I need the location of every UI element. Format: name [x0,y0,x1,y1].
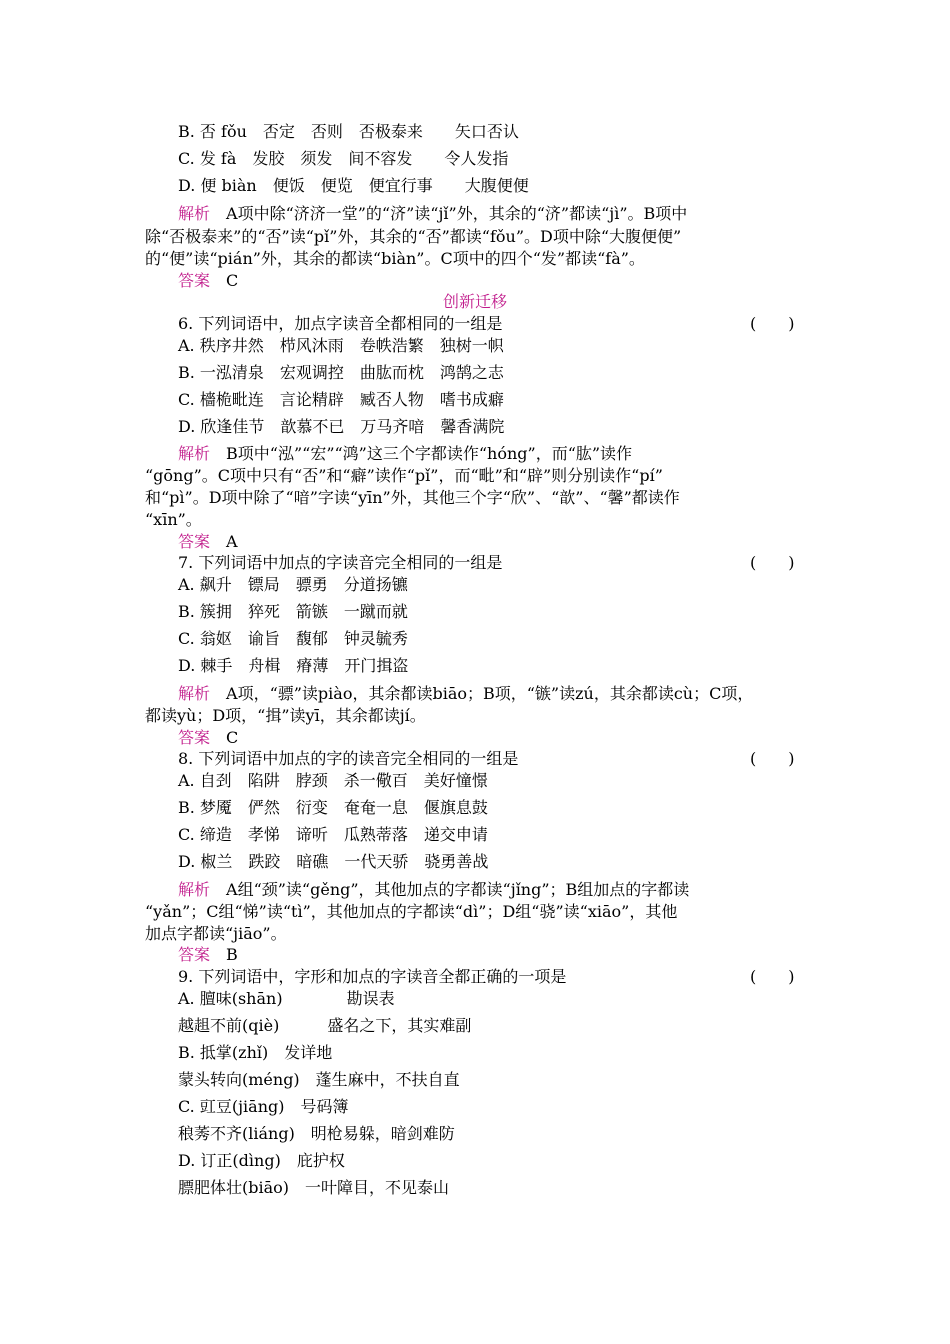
q8-option-b: B. 梦魇 俨然 衍变 奄奄一息 偃旗息鼓 [178,798,488,817]
q5-answer: 答案 C [178,271,239,290]
q6-option-b: B. 一泓清泉 宏观调控 曲肱而枕 鸿鹄之志 [178,363,504,382]
q6-stem: 6. 下列词语中，加点字读音全都相同的一组是 [178,314,503,333]
q7-stem: 7. 下列词语中加点的字读音完全相同的一组是 [178,553,503,572]
q9-option-b-line-2: 蒙头转向(méng) 蓬生麻中，不扶自直 [178,1070,460,1089]
q9-answer-blank: ( ) [750,967,795,986]
analysis-label: 解析 [178,204,211,223]
q8-analysis-line-1: 解析 A组“颈”读“gěng”，其他加点的字都读“jǐng”；B组加点的字都读 [178,880,690,899]
q9-option-c-line-2: 稂莠不齐(liáng) 明枪易躲，暗剑难防 [178,1124,455,1143]
answer-label: 答案 [178,532,211,551]
q8-analysis-line-2: “yǎn”；C组“悌”读“tì”，其他加点的字都读“dì”；D组“骁”读“xiāo”，其他 [145,902,678,921]
q8-answer-blank: ( ) [750,749,795,768]
q9-option-a-line-2: 越趄不前(qiè) 盛名之下，其实难副 [178,1016,472,1035]
q5-option-b: B. 否 fǒu 否定 否则 否极泰来 矢口否认 [178,122,519,141]
q8-stem: 8. 下列词语中加点的字的读音完全相同的一组是 [178,749,519,768]
q9-option-c-line-1: C. 豇豆(jiāng) 号码簿 [178,1097,349,1116]
q6-option-d: D. 欣逢佳节 歆慕不已 万马齐喑 馨香满院 [178,417,505,436]
q7-answer-blank: ( ) [750,553,795,572]
q8-option-a: A. 自刭 陷阱 脖颈 杀一儆百 美好憧憬 [178,771,488,790]
q9-stem: 9. 下列词语中，字形和加点的字读音全都正确的一项是 [178,967,567,986]
analysis-label: 解析 [178,444,211,463]
q9-option-d-line-1: D. 订正(dìng) 庇护权 [178,1151,345,1170]
q5-option-c: C. 发 fà 发胶 须发 间不容发 令人发指 [178,149,509,168]
q8-option-d: D. 椒兰 跌跤 暗礁 一代天骄 骁勇善战 [178,852,489,871]
answer-label: 答案 [178,271,211,290]
q6-analysis-line-3: 和“pì”。D项中除了“喑”字读“yīn”外，其他三个字“欣”、“歆”、“馨”都读作 [145,488,680,507]
q6-answer-blank: ( ) [750,314,795,333]
q7-analysis-line-2: 都读yù；D项，“揖”读yī，其余都读jí。 [145,706,426,725]
q5-analysis-line-3: 的“便”读“pián”外，其余的都读“biàn”。C项中的四个“发”都读“fà”。 [145,249,645,268]
q7-option-c: C. 翁妪 谕旨 馥郁 钟灵毓秀 [178,629,408,648]
analysis-label: 解析 [178,880,211,899]
q9-option-a-line-1: A. 膻味(shān) 勘误表 [178,989,395,1008]
q8-option-c: C. 缔造 孝悌 谛听 瓜熟蒂落 递交申请 [178,825,488,844]
q8-analysis-line-3: 加点字都读“jiāo”。 [145,924,287,943]
q9-option-b-line-1: B. 抵掌(zhǐ) 发详地 [178,1043,333,1062]
q6-analysis-line-4: “xīn”。 [145,510,202,529]
answer-label: 答案 [178,728,211,747]
q5-option-d: D. 便 biàn 便饭 便览 便宜行事 大腹便便 [178,176,529,195]
q5-analysis-line-1: 解析 A项中除“济济一堂”的“济”读“jǐ”外，其余的“济”都读“jì”。B项中 [178,204,688,223]
q7-answer: 答案 C [178,728,239,747]
q9-option-d-line-2: 膘肥体壮(biāo) 一叶障目，不见泰山 [178,1178,450,1197]
answer-label: 答案 [178,945,211,964]
q6-option-c: C. 檣桅毗连 言论精辟 臧否人物 嗜书成癖 [178,390,504,409]
q6-analysis-line-1: 解析 B项中“泓”“宏”“鸿”这三个字都读作“hóng”，而“肱”读作 [178,444,633,463]
section-title: 创新迁移 [442,292,507,311]
q7-option-d: D. 棘手 舟楫 瘠薄 开门揖盗 [178,656,409,675]
q7-analysis-line-1: 解析 A项，“骠”读piào，其余都读biāo；B项，“镞”读zú，其余都读cù；C项， [178,684,754,703]
q5-analysis-line-2: 除“否极泰来”的“否”读“pǐ”外，其余的“否”都读“fǒu”。D项中除“大腹便便” [145,227,682,246]
q6-answer: 答案 A [178,532,238,551]
q7-option-a: A. 飙升 镖局 骠勇 分道扬镳 [178,575,408,594]
q6-option-a: A. 秩序井然 栉风沐雨 卷帙浩繁 独树一帜 [178,336,504,355]
q7-option-b: B. 簇拥 猝死 箭镞 一蹴而就 [178,602,408,621]
analysis-label: 解析 [178,684,211,703]
q8-answer: 答案 B [178,945,238,964]
q6-analysis-line-2: “gōng”。C项中只有“否”和“癖”读作“pǐ”，而“毗”和“辟”则分别读作“pí” [145,466,663,485]
